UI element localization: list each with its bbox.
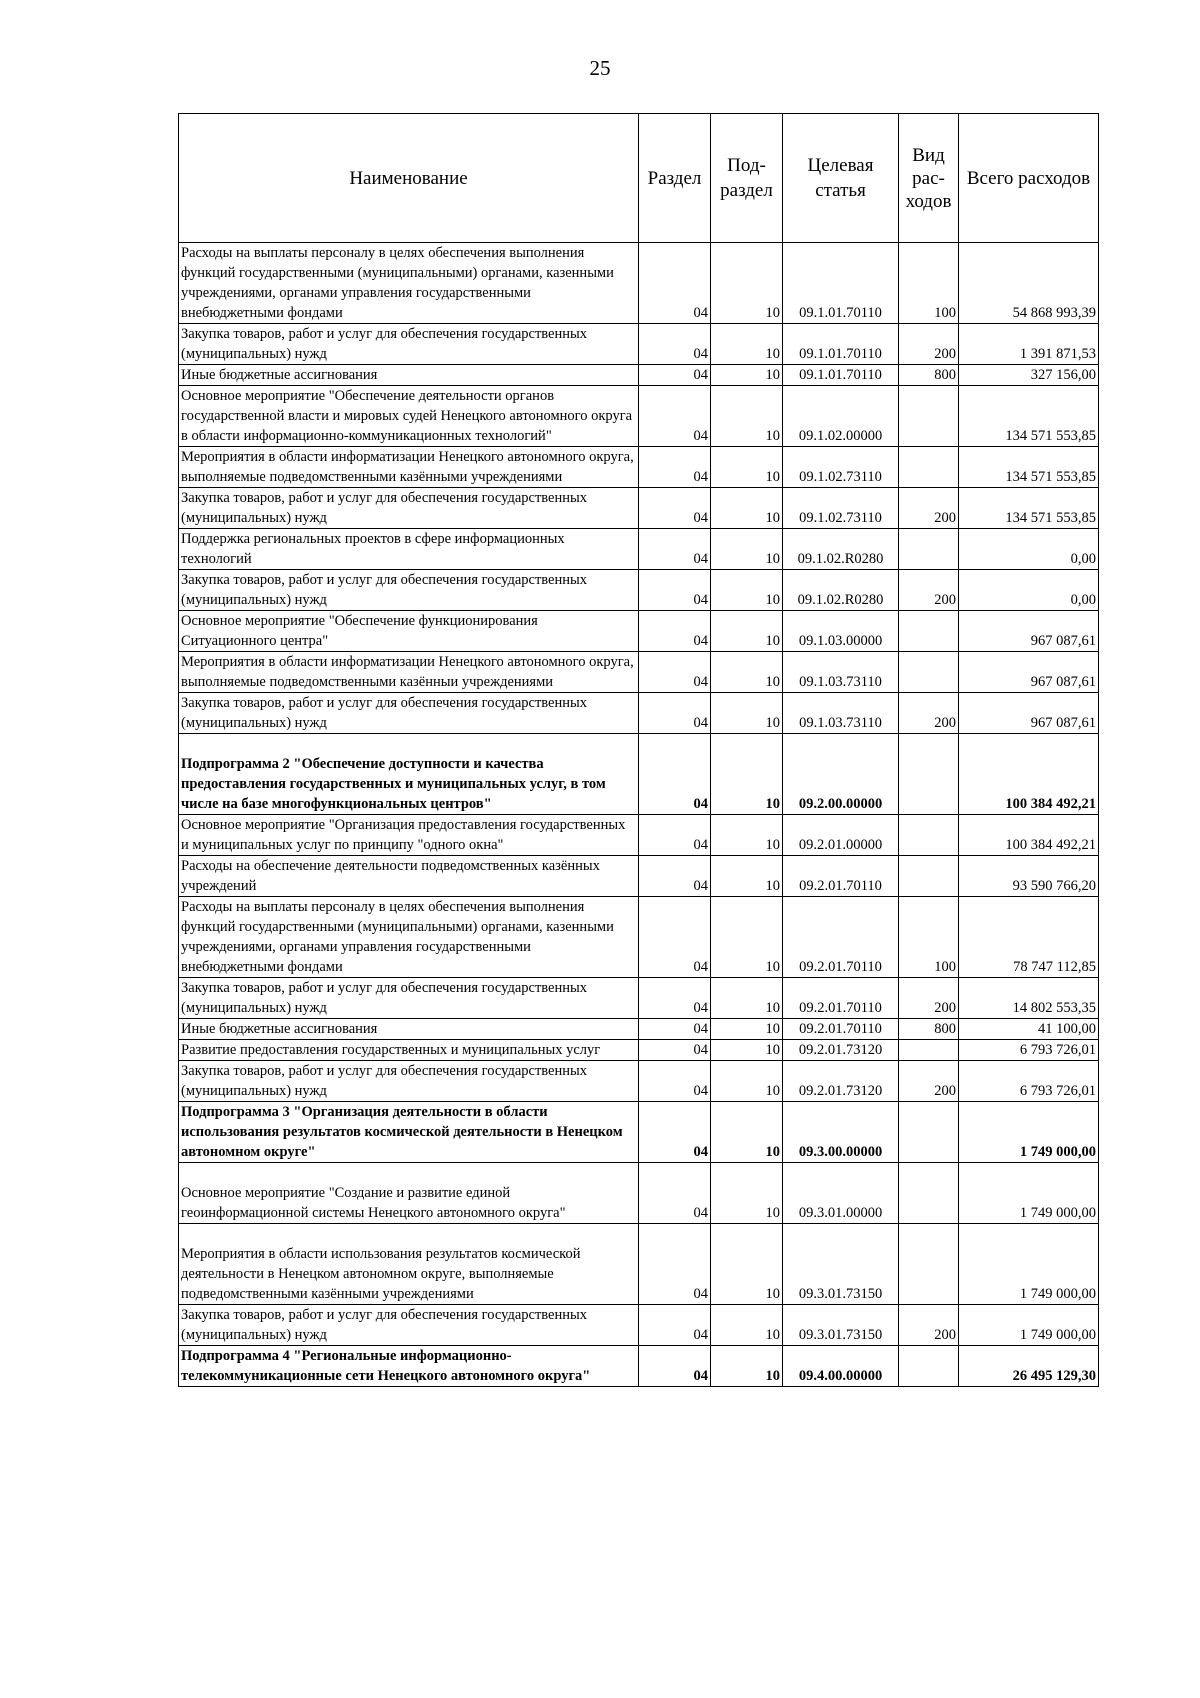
cell-total: 1 749 000,00 xyxy=(959,1102,1099,1163)
cell-podrazdel: 10 xyxy=(711,529,783,570)
header-razdel: Раздел xyxy=(639,114,711,243)
cell-total: 1 749 000,00 xyxy=(959,1224,1099,1305)
table-row xyxy=(179,1061,1099,1102)
cell-name: Расходы на выплаты персоналу в целях обеспечения выполнения функций государственными (муниципальными) органами, казенными учреждениями, органами управления государственными внебюджетными фондами xyxy=(179,243,639,324)
header-celevaya: Целевая статья xyxy=(783,114,899,243)
cell-razdel: 04 xyxy=(639,1040,711,1061)
cell-total: 14 802 553,35 xyxy=(959,978,1099,1019)
cell-vid: 200 xyxy=(899,978,959,1019)
cell-vid: 800 xyxy=(899,1019,959,1040)
cell-celevaya: 09.1.02.00000 xyxy=(783,386,899,447)
table-row xyxy=(179,243,1099,324)
cell-celevaya: 09.1.03.00000 xyxy=(783,611,899,652)
cell-celevaya: 09.1.01.70110 xyxy=(783,324,899,365)
header-total: Всего расходов xyxy=(959,114,1099,243)
cell-name: Основное мероприятие "Обеспечение функционирования Ситуационного центра" xyxy=(179,611,639,652)
cell-celevaya: 09.2.01.73120 xyxy=(783,1061,899,1102)
cell-vid: 100 xyxy=(899,897,959,978)
cell-razdel: 04 xyxy=(639,897,711,978)
cell-total: 6 793 726,01 xyxy=(959,1061,1099,1102)
cell-vid xyxy=(899,1224,959,1305)
table-row xyxy=(179,1305,1099,1346)
cell-vid xyxy=(899,734,959,815)
cell-vid xyxy=(899,815,959,856)
cell-vid xyxy=(899,611,959,652)
cell-total: 54 868 993,39 xyxy=(959,243,1099,324)
cell-celevaya: 09.1.01.70110 xyxy=(783,243,899,324)
cell-vid: 200 xyxy=(899,1061,959,1102)
cell-celevaya: 09.2.01.73120 xyxy=(783,1040,899,1061)
cell-podrazdel: 10 xyxy=(711,611,783,652)
table-row xyxy=(179,856,1099,897)
cell-celevaya: 09.2.01.70110 xyxy=(783,897,899,978)
cell-vid xyxy=(899,529,959,570)
cell-podrazdel: 10 xyxy=(711,386,783,447)
cell-name: Подпрограмма 4 "Региональные информационно-телекоммуникационные сети Ненецкого автономного округа" xyxy=(179,1346,639,1387)
cell-name: Закупка товаров, работ и услуг для обеспечения государственных (муниципальных) нужд xyxy=(179,324,639,365)
cell-razdel: 04 xyxy=(639,386,711,447)
table-row xyxy=(179,693,1099,734)
table-row xyxy=(179,897,1099,978)
cell-name: Закупка товаров, работ и услуг для обеспечения государственных (муниципальных) нужд xyxy=(179,693,639,734)
cell-razdel: 04 xyxy=(639,529,711,570)
table-row xyxy=(179,1163,1099,1224)
cell-vid: 100 xyxy=(899,243,959,324)
table-row xyxy=(179,652,1099,693)
table-row xyxy=(179,529,1099,570)
cell-razdel: 04 xyxy=(639,856,711,897)
cell-vid xyxy=(899,1040,959,1061)
cell-total: 1 391 871,53 xyxy=(959,324,1099,365)
table-row xyxy=(179,978,1099,1019)
cell-razdel: 04 xyxy=(639,734,711,815)
cell-podrazdel: 10 xyxy=(711,1305,783,1346)
table-row xyxy=(179,386,1099,447)
cell-total: 327 156,00 xyxy=(959,365,1099,386)
cell-celevaya: 09.1.02.R0280 xyxy=(783,529,899,570)
cell-total: 26 495 129,30 xyxy=(959,1346,1099,1387)
cell-podrazdel: 10 xyxy=(711,447,783,488)
cell-vid xyxy=(899,1102,959,1163)
cell-vid xyxy=(899,856,959,897)
cell-razdel: 04 xyxy=(639,1163,711,1224)
cell-name: Иные бюджетные ассигнования xyxy=(179,1019,639,1040)
cell-podrazdel: 10 xyxy=(711,652,783,693)
cell-celevaya: 09.3.01.73150 xyxy=(783,1305,899,1346)
cell-total: 93 590 766,20 xyxy=(959,856,1099,897)
cell-celevaya: 09.2.01.70110 xyxy=(783,1019,899,1040)
cell-razdel: 04 xyxy=(639,815,711,856)
table-row xyxy=(179,1019,1099,1040)
cell-total: 100 384 492,21 xyxy=(959,815,1099,856)
cell-podrazdel: 10 xyxy=(711,1102,783,1163)
table-row xyxy=(179,815,1099,856)
cell-razdel: 04 xyxy=(639,1102,711,1163)
cell-name: Закупка товаров, работ и услуг для обеспечения государственных (муниципальных) нужд xyxy=(179,570,639,611)
cell-celevaya: 09.2.01.70110 xyxy=(783,856,899,897)
header-name: Наименование xyxy=(179,114,639,243)
table-header-row xyxy=(179,114,1099,243)
cell-vid xyxy=(899,1346,959,1387)
cell-razdel: 04 xyxy=(639,652,711,693)
cell-podrazdel: 10 xyxy=(711,1224,783,1305)
cell-vid: 200 xyxy=(899,570,959,611)
cell-celevaya: 09.1.03.73110 xyxy=(783,693,899,734)
cell-razdel: 04 xyxy=(639,570,711,611)
cell-podrazdel: 10 xyxy=(711,856,783,897)
cell-podrazdel: 10 xyxy=(711,324,783,365)
cell-celevaya: 09.2.00.00000 xyxy=(783,734,899,815)
cell-name: Мероприятия в области использования результатов космической деятельности в Ненецком автономном округе, выполняемые подведомственными казёнными учреждениями xyxy=(179,1224,639,1305)
cell-name: Закупка товаров, работ и услуг для обеспечения государственных (муниципальных) нужд xyxy=(179,978,639,1019)
cell-podrazdel: 10 xyxy=(711,365,783,386)
cell-name: Мероприятия в области информатизации Ненецкого автономного округа, выполняемые подведомственными казёнными учреждениями xyxy=(179,447,639,488)
cell-vid: 200 xyxy=(899,693,959,734)
cell-podrazdel: 10 xyxy=(711,1163,783,1224)
header-podrazdel: Под- раздел xyxy=(711,114,783,243)
cell-total: 6 793 726,01 xyxy=(959,1040,1099,1061)
budget-table xyxy=(178,113,1099,1387)
cell-name: Основное мероприятие "Обеспечение деятельности органов государственной власти и мировых судей Ненецкого автономного округа в области информационно-коммуникационных технологий" xyxy=(179,386,639,447)
cell-name: Закупка товаров, работ и услуг для обеспечения государственных (муниципальных) нужд xyxy=(179,1305,639,1346)
cell-total: 41 100,00 xyxy=(959,1019,1099,1040)
cell-vid: 200 xyxy=(899,324,959,365)
cell-name: Подпрограмма 2 "Обеспечение доступности и качества предоставления государственных и муниципальных услуг, в том числе на базе многофункциональных центров" xyxy=(179,734,639,815)
cell-razdel: 04 xyxy=(639,1346,711,1387)
cell-celevaya: 09.3.00.00000 xyxy=(783,1102,899,1163)
cell-razdel: 04 xyxy=(639,611,711,652)
cell-name: Основное мероприятие "Организация предоставления государственных и муниципальных услуг по принципу "одного окна" xyxy=(179,815,639,856)
cell-razdel: 04 xyxy=(639,365,711,386)
cell-total: 967 087,61 xyxy=(959,652,1099,693)
cell-razdel: 04 xyxy=(639,243,711,324)
table-row xyxy=(179,611,1099,652)
cell-total: 134 571 553,85 xyxy=(959,488,1099,529)
cell-podrazdel: 10 xyxy=(711,815,783,856)
cell-celevaya: 09.4.00.00000 xyxy=(783,1346,899,1387)
table-row xyxy=(179,488,1099,529)
table-row xyxy=(179,1224,1099,1305)
cell-podrazdel: 10 xyxy=(711,978,783,1019)
cell-podrazdel: 10 xyxy=(711,243,783,324)
cell-vid: 800 xyxy=(899,365,959,386)
cell-podrazdel: 10 xyxy=(711,1061,783,1102)
header-vid: Вид рас- ходов xyxy=(899,114,959,243)
cell-razdel: 04 xyxy=(639,1305,711,1346)
cell-name: Мероприятия в области информатизации Ненецкого автономного округа, выполняемые подведомственными казённыи учреждениями xyxy=(179,652,639,693)
cell-razdel: 04 xyxy=(639,1224,711,1305)
table-row xyxy=(179,734,1099,815)
cell-celevaya: 09.2.01.70110 xyxy=(783,978,899,1019)
cell-celevaya: 09.3.01.00000 xyxy=(783,1163,899,1224)
cell-razdel: 04 xyxy=(639,488,711,529)
cell-celevaya: 09.2.01.00000 xyxy=(783,815,899,856)
cell-podrazdel: 10 xyxy=(711,1346,783,1387)
cell-total: 967 087,61 xyxy=(959,611,1099,652)
cell-total: 134 571 553,85 xyxy=(959,447,1099,488)
cell-name: Поддержка региональных проектов в сфере информационных технологий xyxy=(179,529,639,570)
cell-celevaya: 09.1.03.73110 xyxy=(783,652,899,693)
table-row xyxy=(179,365,1099,386)
cell-total: 134 571 553,85 xyxy=(959,386,1099,447)
cell-celevaya: 09.1.02.73110 xyxy=(783,488,899,529)
cell-razdel: 04 xyxy=(639,1061,711,1102)
cell-podrazdel: 10 xyxy=(711,1019,783,1040)
cell-vid: 200 xyxy=(899,1305,959,1346)
cell-razdel: 04 xyxy=(639,447,711,488)
cell-total: 1 749 000,00 xyxy=(959,1163,1099,1224)
cell-podrazdel: 10 xyxy=(711,570,783,611)
cell-celevaya: 09.1.01.70110 xyxy=(783,365,899,386)
cell-total: 0,00 xyxy=(959,570,1099,611)
table-row xyxy=(179,1040,1099,1061)
cell-vid: 200 xyxy=(899,488,959,529)
cell-celevaya: 09.3.01.73150 xyxy=(783,1224,899,1305)
cell-name: Подпрограмма 3 "Организация деятельности в области использования результатов космической деятельности в Ненецком автономном округе" xyxy=(179,1102,639,1163)
cell-celevaya: 09.1.02.R0280 xyxy=(783,570,899,611)
cell-podrazdel: 10 xyxy=(711,488,783,529)
cell-celevaya: 09.1.02.73110 xyxy=(783,447,899,488)
cell-name: Иные бюджетные ассигнования xyxy=(179,365,639,386)
table-body xyxy=(179,243,1099,1387)
cell-podrazdel: 10 xyxy=(711,693,783,734)
cell-razdel: 04 xyxy=(639,978,711,1019)
table-row xyxy=(179,1102,1099,1163)
cell-podrazdel: 10 xyxy=(711,897,783,978)
cell-vid xyxy=(899,386,959,447)
table-row xyxy=(179,1346,1099,1387)
cell-name: Развитие предоставления государственных и муниципальных услуг xyxy=(179,1040,639,1061)
cell-razdel: 04 xyxy=(639,693,711,734)
table-row xyxy=(179,570,1099,611)
table-row xyxy=(179,447,1099,488)
cell-total: 0,00 xyxy=(959,529,1099,570)
cell-name: Закупка товаров, работ и услуг для обеспечения государственных (муниципальных) нужд xyxy=(179,488,639,529)
cell-vid xyxy=(899,447,959,488)
page-number: 25 xyxy=(589,56,611,80)
table-row xyxy=(179,324,1099,365)
cell-name: Расходы на выплаты персоналу в целях обеспечения выполнения функций государственными (муниципальными) органами, казенными учреждениями, органами управления государственными внебюджетными фондами xyxy=(179,897,639,978)
cell-total: 78 747 112,85 xyxy=(959,897,1099,978)
cell-podrazdel: 10 xyxy=(711,1040,783,1061)
cell-vid xyxy=(899,1163,959,1224)
cell-total: 967 087,61 xyxy=(959,693,1099,734)
cell-podrazdel: 10 xyxy=(711,734,783,815)
cell-total: 100 384 492,21 xyxy=(959,734,1099,815)
cell-total: 1 749 000,00 xyxy=(959,1305,1099,1346)
cell-name: Расходы на обеспечение деятельности подведомственных казённых учреждений xyxy=(179,856,639,897)
cell-razdel: 04 xyxy=(639,1019,711,1040)
cell-vid xyxy=(899,652,959,693)
cell-name: Закупка товаров, работ и услуг для обеспечения государственных (муниципальных) нужд xyxy=(179,1061,639,1102)
cell-razdel: 04 xyxy=(639,324,711,365)
cell-name: Основное мероприятие "Создание и развитие единой геоинформационной системы Ненецкого автономного округа" xyxy=(179,1163,639,1224)
